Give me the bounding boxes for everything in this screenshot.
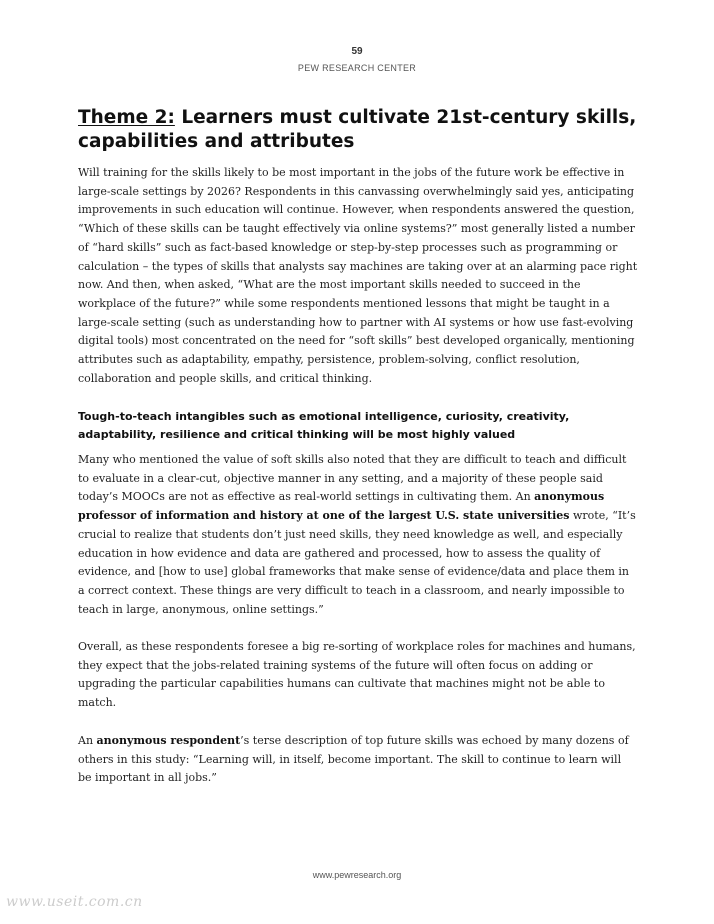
theme-label: Theme 2: [78,107,175,128]
paragraph-text: An [78,734,97,747]
anonymous-respondent-paragraph [78,732,638,788]
intro-paragraph: Will training for the skills likely to be most important in the jobs of the future work be effective in large-scale settings by 2026? Respondents in this canvassing overwhelmingly said yes, anticipating improvements in such education will continue. However, when respondents answered the question, “Which of these skills can be taught effectively via online systems?” most generally listed a number of “hard skills” such as fact-based knowledge or step-by-step processes such as programming or calculation – the types of skills that analysts say machines are taking over at an alarming pace right now. And then, when asked, “What are the most important skills needed to succeed in the workplace of the future?” while some respondents mentioned lessons that might be taught in a large-scale setting (such as understanding how to partner with AI systems or how use fast-evolving digital tools) most concentrated on the need for “soft skills” best developed organically, mentioning attributes such as adaptability, empathy, persistence, problem-solving, conflict resolution, collaboration and people skills, and critical thinking. [78,166,638,385]
theme-heading [78,106,658,154]
paragraph-text: Many who mentioned the value of soft skills also noted that they are difficult to teach and difficult to evaluate in a clear-cut, objective manner in any setting, and a majority of these people said today’s MOOCs are not as effective as real-world settings in cultivating them. An [78,453,627,504]
professor-attribution: anonymous professor of information and history at one of the largest U.S. state universities [78,490,605,523]
organization-name: PEW RESEARCH CENTER [297,63,417,73]
paragraph-text: wrote, “It’s crucial to realize that students don’t just need skills, they need knowledge as well, and especially education in how evidence and data are gathered and processed, how to assess the quality of evidence, and [how to use] global frameworks that make sense of evidence/data and place them in a correct context. These things are very difficult to teach in a classroom, and nearly impossible to teach in large, anonymous, online settings.” [78,509,636,616]
page-number: 59 [351,46,363,57]
respondent-attribution: anonymous respondent [96,734,241,747]
watermark: www.useit.com.cn [6,894,143,910]
theme-title: Learners must cultivate 21st-century skills, capabilities and attributes [78,107,637,152]
paragraph-text: ’s terse description of top future skills was echoed by many dozens of others in this study: “Learning will, in itself, become important. The skill to continue to learn will be important in all jobs.” [78,734,629,785]
overall-paragraph: Overall, as these respondents foresee a big re-sorting of workplace roles for machines and humans, they expect that the jobs-related training systems of the future will often focus on adding or upgrading the particular capabilities humans can cultivate that machines might not be able to match. [78,640,636,710]
section-subheading: Tough-to-teach intangibles such as emotional intelligence, curiosity, creativity, adaptability, resilience and critical thinking will be most highly valued [78,410,570,441]
footer-url: www.pewresearch.org [312,870,402,880]
soft-skills-paragraph [78,451,638,619]
